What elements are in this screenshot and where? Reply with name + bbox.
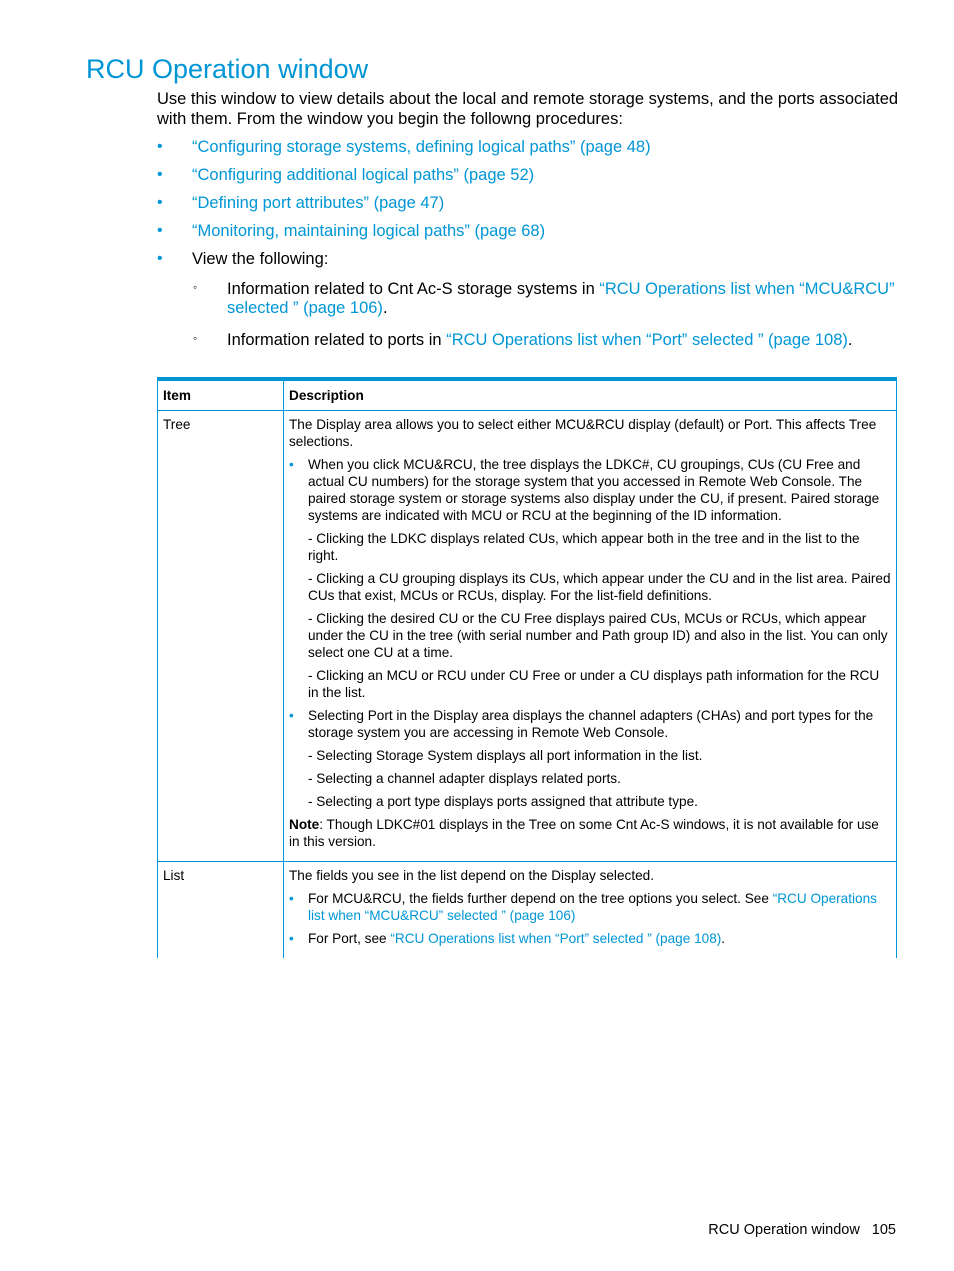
procedure-link[interactable]: “Monitoring, maintaining logical paths” (page 68) xyxy=(192,222,546,240)
dash-text: - Clicking the LDKC displays related CUs, which appear both in the tree and in the list to the right. xyxy=(308,531,860,563)
procedure-item xyxy=(157,164,902,192)
dash-text: - Clicking an MCU or RCU under CU Free or under a CU displays path information for the RCU in the list. xyxy=(308,668,880,700)
circle-bullet-icon: ◦ xyxy=(193,280,198,294)
list-item xyxy=(289,456,891,701)
procedure-item xyxy=(157,220,902,248)
list-item xyxy=(289,890,891,924)
sub-item-text: Information related to ports in xyxy=(227,331,447,349)
list-bullet-list xyxy=(289,890,891,947)
bullet-icon: • xyxy=(157,166,163,183)
dash-text: - Clicking a CU grouping displays its CUs, which appear under the CU and in the list area. Paired CUs that exist, MCUs or RCUs, display. For the list-field definitions. xyxy=(308,571,891,603)
intro-paragraph: Use this window to view details about the local and remote storage systems, and the ports associated with them. From the window you begin the followng procedures: xyxy=(157,90,899,128)
sub-item xyxy=(157,280,902,318)
description-table xyxy=(157,377,897,958)
sub-list xyxy=(157,280,902,363)
sub-item xyxy=(157,331,902,350)
procedure-list xyxy=(157,136,902,276)
cell-description xyxy=(284,862,897,959)
table-row xyxy=(158,411,897,862)
bullet-text: Selecting Port in the Display area displays the channel adapters (CHAs) and port types for the storage system you are accessing in Remote Web Console. xyxy=(308,708,874,740)
list-item xyxy=(289,930,891,947)
bullet-icon: • xyxy=(289,457,294,472)
bullet-icon: • xyxy=(157,222,163,239)
footer-section-title: RCU Operation window xyxy=(708,1222,860,1238)
note-text: : Though LDKC#01 displays in the Tree on some Cnt Ac-S windows, it is not available for use in this version. xyxy=(289,817,879,849)
bullet-icon: • xyxy=(289,708,294,723)
procedure-item xyxy=(157,136,902,164)
tree-bullet-list xyxy=(289,456,891,810)
page-footer xyxy=(708,1222,896,1238)
bullet-text: When you click MCU&RCU, the tree displays the LDKC#, CU groupings, CUs (CU Free and actual CU numbers) for the storage system that you accessed in Remote Web Console. The paired storage system or storage systems also display under the CU, if present. Paired storage systems are indicated with MCU or RCU at the beginning of the ID information. xyxy=(308,457,880,523)
mcu-rcu-link[interactable]: “RCU Operations list when “MCU&RCU” selected ” (page 106) xyxy=(308,891,877,923)
bullet-icon: • xyxy=(289,931,294,946)
tree-intro: The Display area allows you to select either MCU&RCU display (default) or Port. This affects Tree selections. xyxy=(289,417,877,449)
bullet-text: For Port, see xyxy=(308,931,391,946)
cell-description xyxy=(284,411,897,862)
header-description: Description xyxy=(284,379,897,411)
procedure-item xyxy=(157,248,902,276)
procedure-link[interactable]: “Configuring additional logical paths” (page 52) xyxy=(192,166,535,184)
bullet-icon: • xyxy=(289,891,294,906)
list-item xyxy=(289,707,891,810)
bullet-icon: • xyxy=(157,138,163,155)
bullet-icon: • xyxy=(157,194,163,211)
table-row xyxy=(158,862,897,959)
note-label: Note xyxy=(289,817,320,832)
dash-text: - Selecting a port type displays ports assigned that attribute type. xyxy=(308,794,698,809)
port-link[interactable]: “RCU Operations list when “Port” selected ” (page 108) xyxy=(390,931,722,946)
sub-item-suffix: . xyxy=(382,299,388,317)
dash-text: - Selecting Storage System displays all port information in the list. xyxy=(308,748,703,763)
cell-item: Tree xyxy=(158,411,284,862)
bullet-suffix: . xyxy=(721,931,726,946)
page-title: RCU Operation window xyxy=(86,54,369,84)
bullet-text: For MCU&RCU, the fields further depend on the tree options you select. See xyxy=(308,891,773,906)
cell-item: List xyxy=(158,862,284,959)
header-item: Item xyxy=(158,379,284,411)
circle-bullet-icon: ◦ xyxy=(193,331,198,345)
note xyxy=(289,816,891,850)
sub-item-link[interactable]: “RCU Operations list when “Port” selected ” (page 108) xyxy=(446,331,848,349)
dash-text: - Selecting a channel adapter displays related ports. xyxy=(308,771,621,786)
bullet-icon: • xyxy=(157,250,163,267)
sub-item-link[interactable]: “RCU Operations list when “MCU&RCU” selected ” (page 106) xyxy=(227,280,895,317)
dash-text: - Clicking the desired CU or the CU Free displays paired CUs, MCUs or RCUs, which appear under the CU in the tree (with serial number and Path group ID) and also in the list. You can only select one CU at a time. xyxy=(308,611,888,660)
view-following-text: View the following: xyxy=(192,250,329,268)
procedure-item xyxy=(157,192,902,220)
sub-item-text: Information related to Cnt Ac-S storage systems in xyxy=(227,280,600,298)
list-intro: The fields you see in the list depend on the Display selected. xyxy=(289,868,654,883)
procedure-link[interactable]: “Configuring storage systems, defining logical paths” (page 48) xyxy=(192,138,651,156)
sub-item-suffix: . xyxy=(847,331,853,349)
page-number: 105 xyxy=(871,1222,896,1238)
table-header-row xyxy=(158,379,897,411)
procedure-link[interactable]: “Defining port attributes” (page 47) xyxy=(192,194,445,212)
